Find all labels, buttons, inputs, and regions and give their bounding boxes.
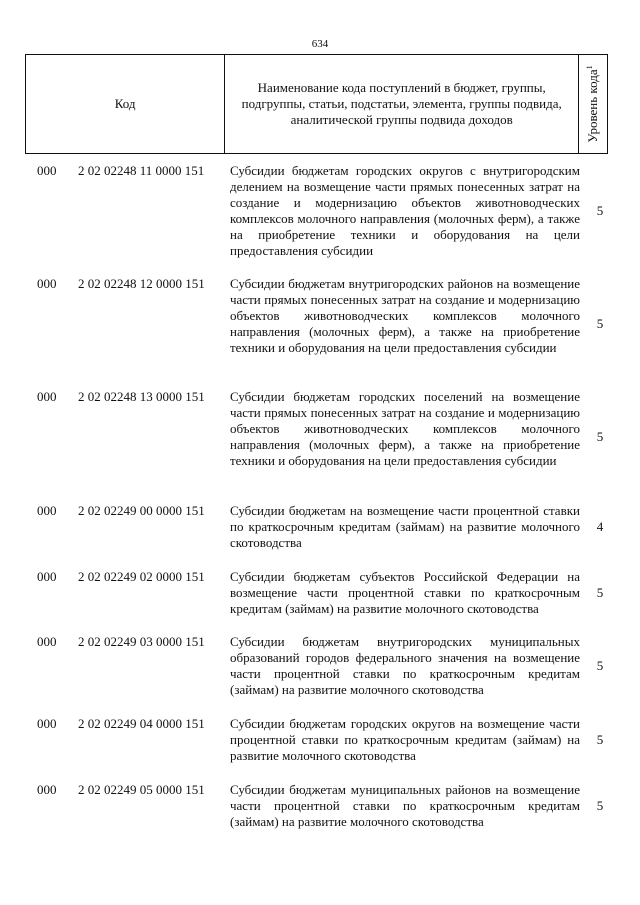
header-level <box>579 55 607 153</box>
row-level: 4 <box>596 519 604 534</box>
row-code: 2 02 02249 00 0000 151 <box>78 503 205 518</box>
row-name: Субсидии бюджетам на возмещение части процентной ставки по краткосрочным кредитам (займам) на развитие молочного скотоводства <box>230 503 580 550</box>
row-admin-code: 000 <box>37 634 57 649</box>
row-admin-code: 000 <box>37 389 57 404</box>
row-level: 5 <box>596 203 604 218</box>
row-name: Субсидии бюджетам городских округов с внутригородским делением на возмещение части прямых понесенных затрат на создание и модернизацию объектов животноводческих комплексов молочного направления (молочных ферм), а также на приобретение техники и оборудования на цели предоставления субсидии <box>230 163 580 258</box>
row-level: 5 <box>596 316 604 331</box>
row-code: 2 02 02248 12 0000 151 <box>78 276 205 291</box>
row-name: Субсидии бюджетам городских округов на возмещение части процентной ставки по краткосрочным кредитам (займам) на развитие молочного скотоводства <box>230 716 580 763</box>
row-level: 5 <box>596 429 604 444</box>
row-code: 2 02 02249 05 0000 151 <box>78 782 205 797</box>
row-code: 2 02 02248 13 0000 151 <box>78 389 205 404</box>
row-admin-code: 000 <box>37 163 57 178</box>
table-header <box>25 54 608 154</box>
row-admin-code: 000 <box>37 503 57 518</box>
row-admin-code: 000 <box>37 569 57 584</box>
row-name: Субсидии бюджетам субъектов Российской Федерации на возмещение части процентной ставки по краткосрочным кредитам (займам) на развитие молочного скотоводства <box>230 569 580 616</box>
header-level-footnote: 1 <box>584 65 594 70</box>
page-number: 634 <box>311 38 329 50</box>
row-admin-code: 000 <box>37 276 57 291</box>
header-code: Код <box>26 55 225 153</box>
row-code: 2 02 02249 04 0000 151 <box>78 716 205 731</box>
row-code: 2 02 02249 03 0000 151 <box>78 634 205 649</box>
row-name: Субсидии бюджетам городских поселений на возмещение части прямых понесенных затрат на создание и модернизацию объектов животноводческих комплексов молочного направления (молочных ферм), а также на приобретение техники и оборудования на цели предоставления субсидии <box>230 389 580 468</box>
header-level-text <box>585 65 601 142</box>
row-name: Субсидии бюджетам внутригородских районов на возмещение части прямых понесенных затрат на создание и модернизацию объектов животноводческих комплексов молочного направления (молочных ферм), а также на приобретение техники и оборудования на цели предоставления субсидии <box>230 276 580 355</box>
row-level: 5 <box>596 732 604 747</box>
row-level: 5 <box>596 798 604 813</box>
row-code: 2 02 02248 11 0000 151 <box>78 163 205 178</box>
header-name: Наименование кода поступлений в бюджет, группы, подгруппы, статьи, подстатьи, элемента, группы подвида, аналитической группы подвида доходов <box>225 55 579 153</box>
row-name: Субсидии бюджетам муниципальных районов на возмещение части процентной ставки по краткосрочным кредитам (займам) на развитие молочного скотоводства <box>230 782 580 829</box>
header-level-label: Уровень кода <box>585 69 601 143</box>
row-admin-code: 000 <box>37 782 57 797</box>
row-name: Субсидии бюджетам внутригородских муниципальных образований городов федерального значения на возмещение части процентной ставки по краткосрочным кредитам (займам) на развитие молочного скотоводства <box>230 634 580 697</box>
row-code: 2 02 02249 02 0000 151 <box>78 569 205 584</box>
row-admin-code: 000 <box>37 716 57 731</box>
row-level: 5 <box>596 658 604 673</box>
row-level: 5 <box>596 585 604 600</box>
